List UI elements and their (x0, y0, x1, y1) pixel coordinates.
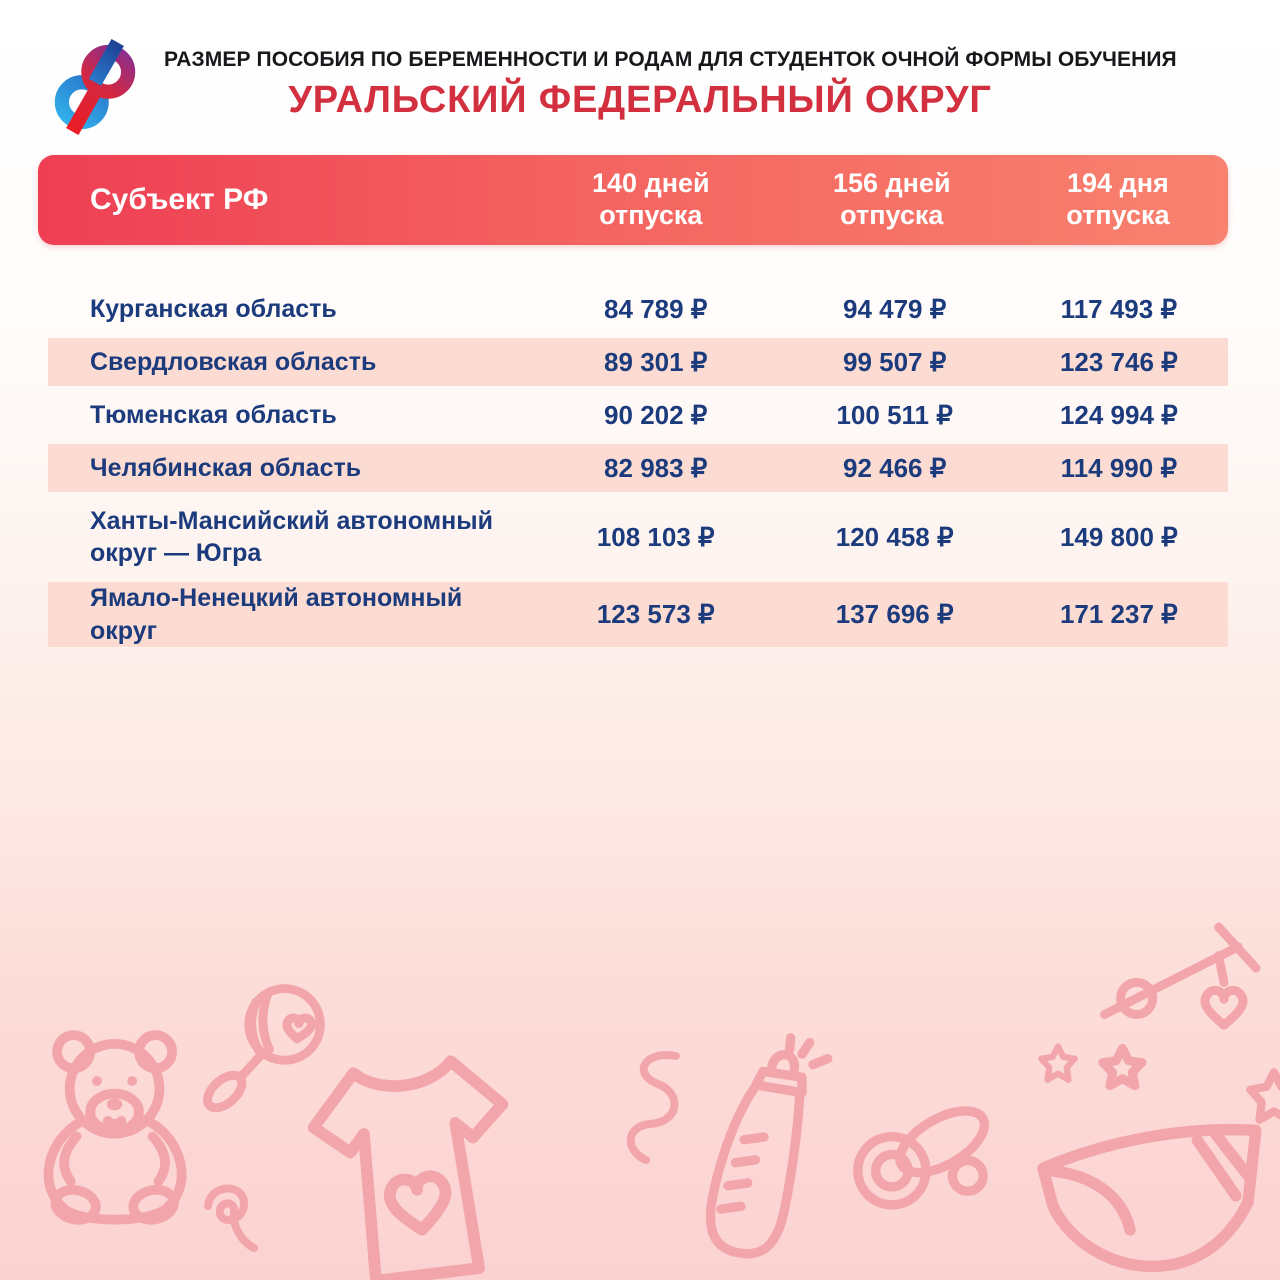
value-194-days: 123 746 ₽ (1059, 346, 1178, 377)
region-name: Свердловская область (90, 347, 377, 376)
diaper-icon (1022, 1105, 1280, 1280)
value-156-days: 92 466 ₽ (842, 452, 947, 483)
value-194-days: 114 990 ₽ (1060, 452, 1177, 483)
squiggle-icon (606, 1048, 688, 1176)
value-140-days: 84 789 ₽ (604, 293, 708, 324)
region-name: Тюменская область (90, 400, 337, 429)
table-row (48, 444, 1228, 492)
page-subtitle: РАЗМЕР ПОСОБИЯ ПО БЕРЕМЕННОСТИ И РОДАМ ДЛЯ СТУДЕНТОК ОЧНОЙ ФОРМЫ ОБУЧЕНИЯ (164, 48, 1177, 71)
value-194-days: 171 237 ₽ (1059, 599, 1178, 629)
value-140-days: 123 573 ₽ (596, 599, 715, 629)
table-row (48, 497, 1228, 577)
star-icon (1036, 1042, 1080, 1086)
column-header-156-days: 156 дней отпуска (832, 168, 951, 230)
table-row (48, 338, 1228, 386)
table-row (48, 582, 1228, 647)
teddy-bear-icon (20, 1000, 215, 1235)
region-name: Ханты-Мансийский автономный округ — Югра (90, 506, 493, 567)
value-194-days: 124 994 ₽ (1059, 399, 1178, 430)
value-156-days: 99 507 ₽ (842, 346, 947, 377)
value-194-days: 149 800 ₽ (1059, 521, 1178, 552)
table-body (48, 285, 1228, 652)
column-header-140-days: 140 дней отпуска (592, 168, 710, 230)
value-140-days: 108 103 ₽ (596, 521, 715, 552)
region-name: Челябинская область (90, 453, 362, 482)
onesie-icon (286, 1029, 542, 1280)
value-156-days: 100 511 ₽ (836, 399, 953, 430)
value-156-days: 120 458 ₽ (835, 521, 954, 552)
column-header-194-days: 194 дня отпуска (1066, 168, 1170, 230)
region-name: Ямало-Ненецкий автономный округ (90, 584, 463, 645)
value-156-days: 94 479 ₽ (842, 293, 947, 324)
value-140-days: 89 301 ₽ (604, 346, 708, 377)
page-title: УРАЛЬСКИЙ ФЕДЕРАЛЬНЫЙ ОКРУГ (288, 79, 992, 121)
table-row (48, 285, 1228, 333)
value-156-days: 137 696 ₽ (835, 599, 954, 629)
table-header (38, 155, 1228, 245)
value-140-days: 90 202 ₽ (604, 399, 708, 430)
value-140-days: 82 983 ₽ (604, 452, 708, 483)
column-header-region: Субъект РФ (90, 183, 269, 216)
value-194-days: 117 493 ₽ (1060, 293, 1177, 324)
pacifier-icon (845, 1078, 1007, 1226)
squiggle-icon (198, 1178, 270, 1256)
region-name: Курганская область (90, 294, 337, 323)
table-row (48, 391, 1228, 439)
bottle-icon (665, 1015, 859, 1280)
